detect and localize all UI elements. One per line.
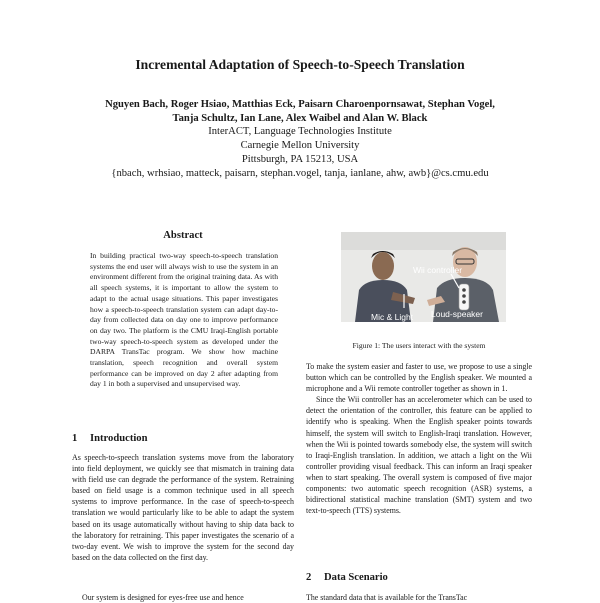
- section-2-paragraph: The standard data that is available for the TransTac: [306, 593, 468, 602]
- author-list: [40, 98, 560, 126]
- section-2-heading: [306, 572, 388, 583]
- section-1-heading: [72, 433, 148, 444]
- section-1-title: Introduction: [90, 433, 148, 444]
- section-2-number: 2: [306, 572, 312, 583]
- affiliation-emails: {nbach, wrhsiao, matteck, paisarn, stephan.vogel, tanja, ianlane, ahw, awb}@cs.cmu.edu: [111, 168, 489, 179]
- right-column-body: [306, 361, 532, 516]
- section-2-title: Data Scenario: [324, 572, 388, 583]
- paper-title: Incremental Adaptation of Speech-to-Speech Translation: [135, 57, 465, 72]
- affiliation-block: [0, 125, 600, 181]
- section-1-paragraph-1: As speech-to-speech translation systems move from the laboratory into field deployment, we quickly see that mismatch in training data with field use can degrade the performance of the system. Retraining based on field usage is a common technique used in all speech systems to improve performance. In the case of speech-to-speech translation we would particularly like to be able to adapt the system based on its usage automatically without having to ship data back to the laboratory for retraining. This paper investigates the scenario of a two-day event. We wish to improve the system for the second day based on the data collected on the first day.: [72, 453, 294, 562]
- affiliation-institute: InterACT, Language Technologies Institute: [208, 126, 392, 137]
- figure-1-caption: Figure 1: The users interact with the system: [352, 341, 486, 350]
- authors-line-1: Nguyen Bach, Roger Hsiao, Matthias Eck, Paisarn Charoenpornsawat, Stephan Vogel,: [105, 99, 495, 110]
- figure-label-wii: Wii controller: [413, 265, 463, 275]
- right-paragraph-1: To make the system easier and faster to use, we propose to use a single button which can be controlled by the English speaker. We mounted a microphone and a Wii remote controller together as shown in 1.: [306, 362, 532, 394]
- figure-label-loudspeaker: Loud-speaker: [431, 309, 483, 319]
- affiliation-address: Pittsburgh, PA 15213, USA: [241, 154, 359, 165]
- figure-label-mic: Mic & Light: [371, 312, 414, 322]
- abstract-heading: Abstract: [163, 230, 203, 241]
- figure-1-photo: [341, 232, 506, 322]
- section-1-paragraph-2: Our system is designed for eyes-free use and hence: [82, 593, 244, 602]
- authors-line-2: Tanja Schultz, Ian Lane, Alex Waibel and Alan W. Black: [172, 113, 428, 124]
- section-1-body: [72, 452, 294, 563]
- right-paragraph-2: Since the Wii controller has an accelerometer which can be used to detect the orientation of the controller, this feature can be applied to identify who is speaking. When the English speaker points towards himself, the system will switch to English-Iraqi translation. However, when the Wii is pointed towards somebody else, the system will switch to Iraqi-English translation. In addition, we attach a light on the Wii controller providing visual feedback. This can inform an Iraqi speaker when to start speaking. The overall system is composed of five major components: two automatic speech recognition (ASR) systems, a bidirectional statistical machine translation (SMT) system and two text-to-speech (TTS) systems.: [306, 395, 532, 516]
- abstract-text: In building practical two-way speech-to-speech translation systems the end user will always wish to use the system in an environment different from the original training data. As with all speech systems, it is important to allow the system to adapt to the actual usage situations. This paper investigates how a speech-to-speech translation system can adapt day-to-day from collected data on day one to improve performance on day two. The platform is the CMU Iraqi-English portable two-way speech-to-speech system as developed under the DARPA TransTac program. We show how machine translation, speech recognition and overall system performance can be improved on day 2 after adapting from day 1 in both a supervised and unsupervised way.: [90, 251, 278, 389]
- affiliation-university: Carnegie Mellon University: [240, 140, 360, 151]
- section-1-number: 1: [72, 433, 78, 444]
